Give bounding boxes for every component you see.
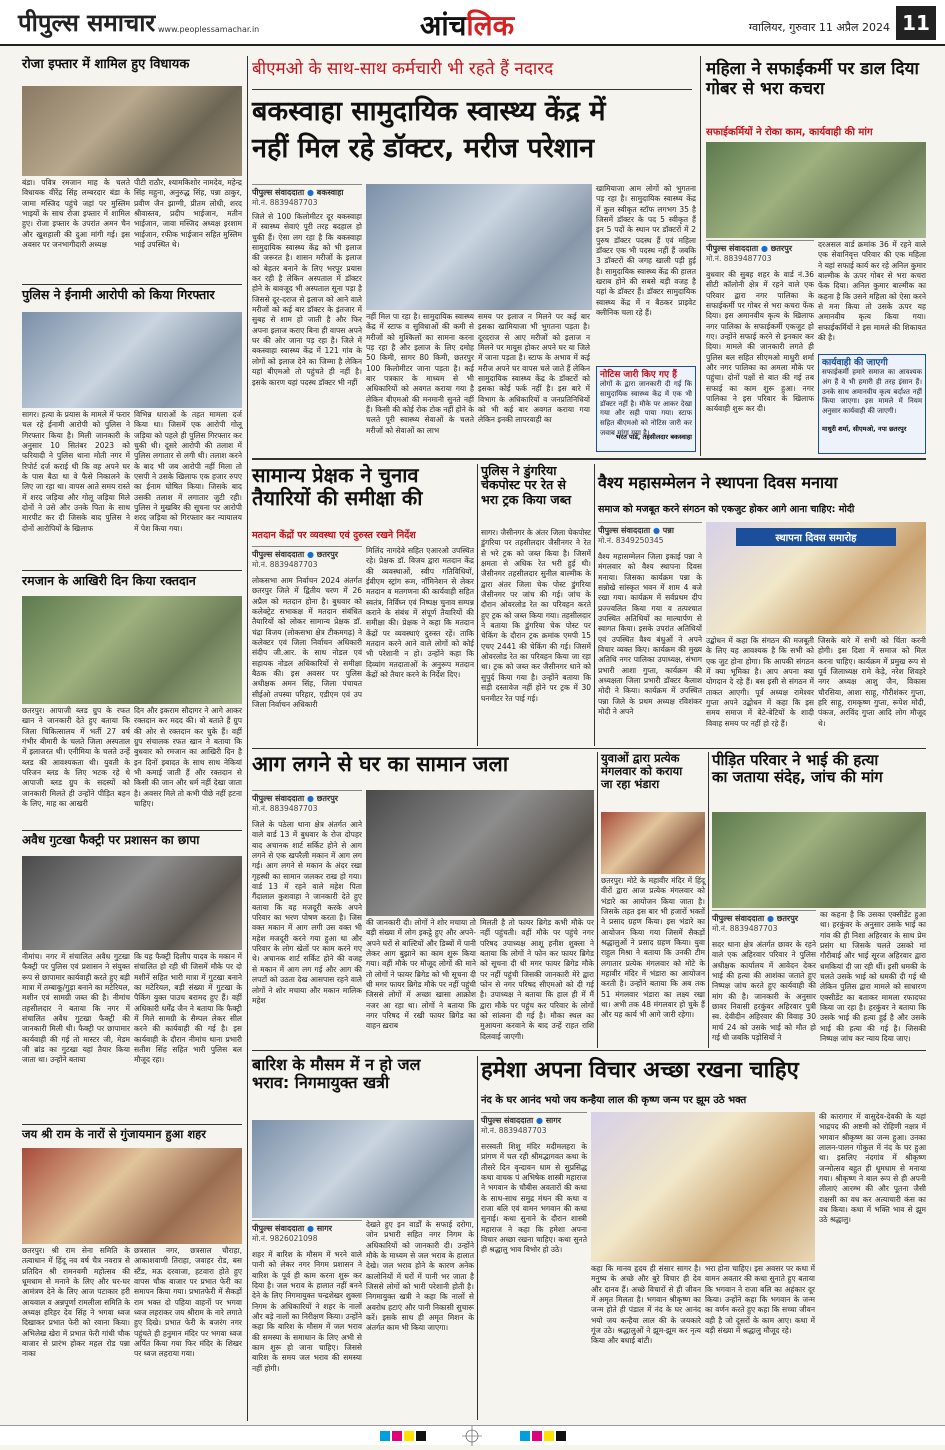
b2-mobile: मो.नं. 8839487703	[252, 560, 318, 569]
b9-place: सागर	[545, 1116, 562, 1125]
b2-place: छतरपुर	[316, 550, 339, 559]
masthead	[0, 0, 945, 46]
b1-quote-box	[818, 354, 926, 454]
divider	[252, 1050, 926, 1051]
a4-text-col1: नीमांच। नगर में संचालित अवैध गुटखा फैक्ट्री पर पुलिस एवं प्रशासन ने संयुक्त रूप से छापामार कार्यवाही करते हुए बड़ी मात्रा में तम्बाकू/गुड़ा बनाने का मटेरियल, मशीन एवं सामग्री जब्त की है। नीमांच तहसीलदार ने बताया कि नगर में संचालित अवैध गुटखा फैक्ट्री की जानकारी मिली थी। फैक्ट्री पर छापामार कार्यवाही की गई तो मास्टर जी, मेडम जी ब्रांड का गुटखा यहां तैयार किया जाता था। उन्होंने बताया	[22, 952, 130, 1065]
b1-place: छतरपुर	[770, 244, 793, 253]
color-registration-marks	[0, 1426, 945, 1446]
b2-text-col2: मिलिंद नागदेवे सहित एआरओ उपस्थित रहे। प्रेक्षक डॉ. विजय द्वारा मतदान केंद्र की व्यवस्थाओं, स्वीप गतिविधियों, ईवीएम स्ट्रांग रूम, नॉमिनेशन से लेकर मतदान व मतगणना की कार्यवाही सहित स्वतंत्र, निर्विघ्न एवं निष्पक्ष चुनाव सम्पन्न कराने के संबंध में संपूर्ण तैयारियों की समीक्षा की। प्रेक्षक ने कहा कि मतदान केंद्रों पर व्यवस्थाएं दुरुस्त रहें। ताकि मतदान करने आने वाले लोगों को कोई भी परेशानी न हो। उन्होंने कहा कि दिव्यांग मतदाताओं के अनुरूप मतदान केंद्रों को तैयार करने के निर्देश दिए।	[366, 546, 474, 680]
b3-headline-line3: भरा ट्रक किया जब्त	[481, 491, 572, 507]
b3-headline-line1: पुलिस ने डुंगरिया	[481, 463, 557, 478]
b6-text: छतरपुर। मोटे के महावीर मंदिर में हिंदू वीरों द्वारा आज प्रत्येक मंगलवार को भंडारे का आयोजन किया जाता है। जिसके तहत इस बार भी हजारों भक्तों ने प्रसाद ग्रहण किया। इस भंडारे का आयोजन किया गया जिसमें सैकड़ों श्रद्धालुओं ने प्रसाद ग्रहण किया। युवा राहुल मिश्रा ने बताया कि उनकी टीम लगातार प्रत्येक मंगलवार को मोटे के महावीर मंदिर में भंडारा का आयोजन करती है। उन्होंने बताया कि अब तक 51 मंगलवार भंडारा का लक्ष्य रखा था। अभी तक 48 मंगलवार हो चुके हैं और यह कार्य भी आगे जारी रहेगा।	[601, 876, 705, 1020]
b1-quote-text: सफाईकर्मी हमारे समाज का आवश्यक अंग हैं वे भी हमारी ही तरह इंसान हैं। उनके साथ अमानवीय कृत्य बर्दाश्त नहीं किया जाएगा। इस मामले में नियम अनुसार कार्यवाही की जाएगी।	[822, 368, 922, 415]
section-title-b: लिक	[466, 9, 515, 42]
b1-deck: सफाईकर्मियों ने रोका काम, कार्यवाही की मांग	[706, 127, 873, 138]
b9-photo	[591, 1112, 815, 1262]
column-rule	[477, 464, 478, 746]
a1-title-box	[22, 58, 242, 82]
b1-mobile: मो.नं. 8839487703	[706, 254, 772, 263]
a1-headline: रोजा इफ्तार में शामिल हुए विधायक	[22, 57, 190, 72]
section-title-a: आंच	[420, 9, 467, 42]
a3-text-col1: छतरपुर। आपाजी ब्लड ग्रुप के रफत खान ने जानकारी देते हुए बताया कि जिला चिकित्सालय में भर्ती 27 वर्ष गंभीर बीमारी के चलते जिला अस्पताल में इलाजरत थी। एनीमिया के चलते उन्हें ब्लड की आवश्यकता थी। युवती के परिजन ब्लड के लिए भटक रहे थे आपाजी ब्लड ग्रुप के सदस्यों को जानकारी मिलते ही उन्होंने पीड़ित बहन के लिए, माह का आखरी	[22, 706, 130, 809]
b8-text-col1: शहर में बारिश के मौसम में भरने वाले पानी को लेकर नगर निगम प्रशासन ने बारिश के पूर्व ही काम करना शुरू कर दिया है। जल भराव के हालात नहीं बनने देने के लिए निगमायुक्त चन्द्रशेखर शुक्ला निगम के अधिकारियों ने शहर के नालों और बड़े नालों का निरीक्षण किया। उन्होंने कहा कि बारिश के मौसम में जल भराव की समस्या के समाधान के लिए अभी से काम शुरू हो जाना चाहिए। जिससे बारिश के समय जल भराव की समस्या नहीं होगी।	[252, 1250, 362, 1373]
b4-text-col3: जिसके बारे में सभी को चिंता करनी होगी। इस दिशा में समाज को मिल करना चाहिए। कार्यक्रम में प्रमुख रूप से पूर्व जिलाध्यक्ष रामे केड़े, नरेश शिवहरे नगर अध्यक्ष आशु जैन, विकास चौरसिया, आशा साहू, गौरीशंकर गुप्ता, हरि साहू, रामकृष्ण गुप्ता, रूपेश मोदी, पंकज, अरविंद गुप्ता आदि लोग मौजूद थे।	[818, 636, 926, 728]
b8-photo	[252, 1120, 474, 1218]
a5-headline: जय श्री राम के नारों से गुंजायमान हुआ शहर	[22, 1127, 206, 1141]
a4-text-col2: कि यह फैक्ट्री दिलीप यादव के मकान में संचालित हो रही थी जिसमें मौके पर दो मशीनें सहित भारी मात्रा में गुटखा बनाने का मटेरियल, बड़ी संख्या में गुटखा के पैकिंग युक्त पाउच बरामद हुए हैं। वहीं अधिकारी धर्मेंद्र जैन ने बताया कि फैक्ट्री में मिले सामग्री के सैम्पल लेकर सील करने की कार्यवाही की गई है। इस कार्यवाही के दौरान नीमांच थाना प्रभारी सतीश सिंह सहित भारी पुलिस बल मौजूद रहा।	[134, 952, 242, 1065]
b9-headline: हमेशा अपना विचार अच्छा रखना चाहिए	[481, 1058, 799, 1083]
column-rule	[700, 56, 701, 456]
a4-headline: अवैध गुटखा फैक्ट्री पर प्रशासन का छापा	[22, 833, 200, 847]
divider	[22, 284, 242, 285]
b6-title-box	[601, 752, 705, 810]
registration-strip	[0, 1425, 945, 1445]
b6-headline-line3: जा रहा भंडारा	[601, 777, 660, 792]
reporter-label: पीपुल्स संवाददाता	[252, 550, 305, 559]
b2-byline	[252, 546, 362, 574]
reporter-label: पीपुल्स संवाददाता	[712, 914, 765, 923]
b3-text: सागर। जैसीनगर के अंतर जिला चेकपोस्ट डुंगरिया पर तहसीलदार जैसीनगर ने रेत से भरे ट्रक को जब्त किया है। जिसमें क्षमता से अधिक रेत भरी हुई थी। जैसीनगर तहसीलदार सुनील बाल्मीक के द्वारा अंतर जिला चेक पोस्ट डुंगरिया जैसीनगर पर जांच की गई। जांच के दौरान ओवरलोड रेत का परिवहन करते हुए ट्रक को जब्त किया गया। तहसीलदार ने बताया कि डुंगरिया चेक पोस्ट पर चेकिंग के दौरान ट्रक क्रमांक एमपी 15 एचए 2441 की चेकिंग की गई। जिसमें ओवरलोड रेत का परिवहन किया जा रहा था। ट्रक को जब्त कर जैसीनगर थाने को सुपुर्द किया गया है। उन्होंने बताया कि सड़ी दस्तावेज नहीं होने पर ट्रक में 30 घनमीटर रेत पाई गई।	[481, 528, 591, 703]
column-rule	[597, 752, 598, 1048]
a5-title-box	[22, 1128, 242, 1148]
b9-text-col2: कहा कि मानव हृदय ही संसार सागर है। मनुष्य के अच्छे और बुरे विचार ही देव और दानव हैं। अच्छे विचारों से ही जीवन में अमृत मिलता है। भगवान श्रीकृष्ण का जन्म होते ही पंडाल में नंद के घर आनंद भयो जय कन्हैया लाल की के जयकारे गूंज उठे। श्रद्धालुओं ने झूम-झूम कर नृत्य किया और बधाई बांटी।	[591, 1264, 701, 1346]
reporter-label: पीपुल्स संवाददाता	[481, 1116, 534, 1125]
reporter-label: पीपुल्स संवाददाता	[252, 794, 305, 803]
b3-headline-line2: चेकपोस्ट पर रेत से	[481, 477, 566, 493]
lead-note-sign: भरत पांडे, तहसीलदार बकस्वाहा	[615, 433, 692, 442]
b1-photo	[706, 142, 926, 238]
column-rule	[247, 56, 248, 1421]
a2-text-col2: विभिन्न धाराओं के तहत मामला दर्ज किया था। जिसमें एक आरोपी गोलू जड़िया को पहले ही पुलिस गिरफ्तार कर चुकी थी। दूसरे आरोपी की तलाश में पुलिस लगातार से लगी थी। तलाश करने के बाद भी जब आरोपी नहीं मिला तो एसपी ने उसके खिलाफ एक हजार रुपए का ईनाम घोषित किया। जिसके बाद उसकी तलाश में लगातार जुटी रही। पुलिस ने मुखबिर की सूचना पर आरोपी शरद जड़िया को गिरफ्तार कर न्यायालय में पेश किया गया।	[134, 410, 242, 533]
lead-text-col4: खामियाजा आम लोगों को भुगतना पड़ रहा है। सामुदायिक स्वास्थ्य केंद्र में कुल स्वीकृत स्टॉफ लगभग 35 है जिसमें डॉक्टर के पद 5 स्वीकृत हैं इन 5 पदों के स्थान पर डॉक्टरों में 2 पुरुष डॉक्टर पदस्थ हैं एवं महिला डॉक्टर एक भी पदस्थ नहीं हैं जबकि 3 डॉक्टरों की जगह खाली पड़ी हुई है। सामुदायिक स्वास्थ्य केंद्र की हालत खराब होने की सबसे बड़ी वजह है यहां के डॉक्टर हैं। डॉक्टर सामुदायिक स्वास्थ्य केंद्र में न बैठकर प्राइवेट क्लीनिक चला रहे हैं।	[596, 184, 696, 318]
a4-photo	[22, 856, 242, 950]
b7-place: छतरपुर	[776, 914, 799, 923]
website-url[interactable]: www.peoplessamachar.in	[158, 25, 260, 34]
b1-quote-title: कार्यवाही की जाएगी	[822, 358, 888, 368]
a3-photo	[22, 596, 242, 704]
lead-kicker-box	[252, 60, 692, 90]
a4-title-box	[22, 834, 242, 856]
reporter-label: पीपुल्स संवाददाता	[706, 244, 759, 253]
a5-text-col2: छत्रसाल नगर, छत्रसाल चौराहा, आकाशवाणी तिराहा, जवाहर रोड, बस स्टैंड, मऊ दरवाजा, हटवारा होते हुए वापस चौक बाजार पर प्रभात फेरी का समापन किया गया। प्रभातफेरी में सैकड़ों राम भक्त दो पहिया वाहनों पर भगवा ध्वज लहराकर जय श्रीराम के नारे लगाते हुए दिखे। प्रभात फेरी के बजरंग नगर पहुंचते ही हनुमान मंदिर पर भगवा ध्वज अर्पित किया गया फिर मंदिर के शिखर पर ध्वज लहराया गया।	[134, 1246, 242, 1359]
b1-text-col1: बुधवार की सुबह शहर के वार्ड नं.36 सीटी कॉलोनी क्षेत्र में रहने वाले एक परिवार द्वारा नगर पालिका के सफाईकर्मी पर गोबर से भरा कचरा फेंक दिया। इस अमानवीय कृत्य के खिलाफ नगर पालिका के सफाईकर्मी एकजुट हो गए। उन्होंने सफाई करने से इनकार कर दिया। मामले की जानकारी लगते ही पुलिस बल सहित सीएमओ माधुरी शर्मा और नगर पालिका का अमला मौके पर पहुंचा। दोनों पक्षों से बात की गई तब सफाई का काम शुरू हुआ। नगर पालिका ने इस परिवार के खिलाफ कार्यवाही शुरू कर दी।	[706, 270, 814, 414]
b4-headline: वैश्य महासम्मेलन ने स्थापना दिवस मनाया	[598, 473, 838, 492]
b8-mobile: मो.नं. 9826021098	[252, 1234, 318, 1243]
place-dot-icon: ●	[652, 526, 660, 535]
b7-text-col1: सदर थाना क्षेत्र अंतर्गत छावर के रहने वाले एक अहिरवार परिवार ने पुलिस अधीक्षक कार्यालय में आवेदन देकर भाई की हत्या की आशंका जताते हुए निष्पक्ष जांच करते हुए कार्यवाही की मांग की है। जानकारी के अनुसार छावर निवासी हरकुंवर अहिरवार पुत्री स्व. देवीदीन अहिरवार की विवाह 30 मार्च 24 को उसके भाई को मौत हो गई थी जबकि पड़ोसियों ने	[712, 940, 816, 1043]
lead-mobile: मो.नं. 8839487703	[252, 198, 318, 207]
a5-photo	[22, 1148, 242, 1244]
b5-byline	[252, 790, 362, 818]
b4-mobile: मो.नं. 8349250345	[598, 536, 664, 545]
b7-mobile: मो.नं. 8839487703	[712, 924, 778, 933]
b1-byline	[706, 240, 814, 268]
b4-photo	[706, 522, 926, 634]
a3-title-box	[22, 574, 242, 596]
b7-headline-line2: का जताया संदेह, जांच की मांग	[712, 768, 883, 787]
place-dot-icon: ●	[766, 914, 774, 923]
lead-headline-line2: नहीं मिल रहे डॉक्टर, मरीज परेशान	[252, 133, 595, 165]
a1-text-col1: बंडा। पवित्र रमजान माह के चलते विधायक वीरेंद्र सिंह लम्बरदार बंडा के जामा मस्जिद पहुंचे जहां पर मुस्लिम भाइयों के साथ रोजा इफ्तार में शामिल हुए। रोजा इफ्तार के उपरांत अमन चैन और खुशहाली की दुआ मांगी गई। इस अवसर पर जनभागीदारी अध्यक्ष	[22, 178, 130, 250]
lead-text-col1: जिले से 100 किलोमीटर दूर बकस्वाहा में स्वास्थ्य सेवाएं पूरी तरह बदहाल हो चुकी हैं। ऐसा लग रहा है कि बकस्वाहा सामुदायिक स्वास्थ्य केंद्र को भी इलाज की जरूरत है। शासन मरीजों के इलाज को बेहतर बनाने के लिए भरपूर प्रयास कर रही है लेकिन अस्पताल में डॉक्टर होने के बावजूद भी अस्पताल सूना पड़ा है जिससे दूर-दराज से इलाज को आने वाले मरीजों को कई बार डॉक्टर के इंतजार में सुबह से शाम हो जाती है और फिर अपना इलाज कराए बिना ही वापस अपने घर की ओर जाना पड़ रहा है। जिले में बकस्वाहा स्वास्थ्य केंद्र में 121 गांव के लोगों को इलाज देने का जिम्मा है लेकिन यहां बीएमओ तो पहुंचते ही नहीं है। इसके कारण यहां पदस्थ डॉक्टर भी नहीं	[252, 212, 362, 387]
issue-date: ग्वालियर, गुरुवार 11 अप्रैल 2024	[748, 21, 890, 34]
a2-photo	[22, 312, 242, 408]
lead-photo	[366, 184, 592, 310]
place-dot-icon: ●	[535, 1116, 543, 1125]
a2-title-box	[22, 288, 242, 312]
lead-note-box	[596, 366, 696, 452]
b5-mobile: मो.नं. 8839487703	[252, 804, 318, 813]
b1-text-col2: दरअसल वार्ड क्रमांक 36 में रहने वाले एक सेवानिवृत्त परिवार की एक महिला ने यहां सफाई कार्य कर रहे अनिल कुमार बाल्मीक के ऊपर गोबर से भरा कचरा फेंक दिया। अनिल कुमार बाल्मीक का कहना है कि उसने महिला को ऐसा करने से मना किया तो उसके ऊपर यह अमानवीय कृत्य किया गया। सफाईकर्मियों ने इस मामले की शिकायत की है।	[818, 240, 926, 343]
b5-place: छतरपुर	[316, 794, 339, 803]
b5-title-box	[252, 752, 594, 784]
b9-text-col4: की कारागार में वासुदेव-देवकी के यहां भाद्रपद की अष्टमी को रोहिणी नक्षत्र में भगवान श्रीकृष्ण का जन्म हुआ। उनका लालन-पालन गोकुल में नंद के घर हुआ था। इसलिए नंदगांव में श्रीकृष्ण जन्मोत्सव बहुत ही धूमधाम से मनाया गया। श्रीकृष्ण ने बाल रूप से ही अपनी लीलाएं आरम्भ की और पूतना जैसी राक्षसी का वध कर अत्याचारी कंस का वध किया। कथा में भक्ति भाव से झूम उठे श्रद्धालु।	[819, 1112, 926, 1225]
lead-note-text: लोगों के द्वारा जानकारी दी गई कि सामुदायिक स्वास्थ्य केंद्र में एक भी डॉक्टर नहीं है। मौके पर आकर देखा गया और सही पाया गया। स्टाफ सहित बीएमओ को नोटिस जारी कर जवाब मांगा गया है।	[600, 380, 692, 437]
b4-banner: स्थापना दिवस समारोह	[736, 528, 896, 546]
b7-photo	[712, 812, 926, 908]
b4-text-col1: वैश्य महासम्मेलन जिला इकाई पन्ना ने मंगलवार को वैश्य स्थापना दिवस मनाया। जिसका कार्यक्रम पन्ना के सन्नोखे सांस्कृत भवन में शाम 4 बजे रखा गया। कार्यक्रम में सर्वप्रथम दीप प्रज्ज्वलित किया गया व तत्पश्चात उपस्थित अतिथियों का माल्यार्पण से स्वागत किया। इसके उपरांत अतिथियों एवं उपस्थित वैश्य बंधुओं ने अपने विचार व्यक्त किए। कार्यक्रम की मुख्य अतिथि नगर पालिका उपाध्यक्ष, संभाग प्रभारी आशा गुप्ता, कार्यक्रम की अध्यक्षता जिला प्रभारी डॉक्टर कैलाश मोदी ने किया। कार्यक्रम में उपस्थित पन्ना जिले के प्रथम अध्यक्ष रविशंकर मोदी ने अपने	[598, 552, 702, 717]
reporter-label: पीपुल्स संवाददाता	[252, 1224, 305, 1233]
b8-text-col2: देखते हुए इन वार्डों के सफाई दरोगा, जोन प्रभारी सहित नगर निगम के अधिकारियों को जानकारी दी। उन्होंने मौके के माध्यम से जल भराव के हालात देखे। जल भराव होने के कारण अनेक कालोनियों में घरों में पानी भर जाता है जिससे लोगों को भारी परेशानी होती है। निगमायुक्त खत्री ने कहा कि नालों से अवरोध हटाएं और पानी निकासी सुचारू करें। इसके साथ ही अमृत मिशन के अंतर्गत काम भी किया जाएगा।	[366, 1220, 474, 1333]
divider	[22, 830, 242, 831]
b2-headline-line1: सामान्य प्रेक्षक ने चुनाव	[252, 463, 419, 487]
b8-byline	[252, 1220, 362, 1248]
b7-text-col2: का कहना है कि उसका एक्सीडेंट हुआ था। हरकुंवर के अनुसार उसके भाई का गांव की ही निशा अहिरवार के साथ प्रेम प्रसंग था जिसके चलते उसको मां गौरीबाई और भाई सूरज अहिरवार द्वारा धमकियां दी जा रही थीं। इसी धमकी के चलते उसके भाई को धमकी दी गई थी लेकिन पुलिस द्वारा मामले को साधारण एक्सीडेंट का बताकर मामला रफादफा किया जा रहा है। हरकुंवर ने बताया कि उसके भाई की हत्या हुई है और उसके भाई की हत्या की गई है। जिसकी निष्पक्ष जांच कर न्याय दिया जाए।	[820, 910, 926, 1044]
column-rule	[594, 464, 595, 746]
b4-place: पन्ना	[662, 526, 674, 535]
a5-text-col1: छतरपुर। श्री राम सेना समिति के तत्वाधान में हिंदू नव वर्ष चैत्र नवरात्र से प्रतिदिन श्री रामनवमी महोत्सव की धूमधाम से मनाने के लिए और घर-घर आमंत्रण देने के लिए आज पटाकार हरी आयवाल व अन्नपूर्णा रामलीला समिति के अध्यक्ष हरिहर देव सिंह ने भगवा ध्वज दिखाकर प्रभात फेरी को रवाना किया। अभिलेख खेरा में प्रभात फेरी गांधी चौक बाजार से प्रारंभ होकर महल रोड पन्ना नाका	[22, 1246, 130, 1359]
lead-title-box	[252, 96, 698, 178]
divider	[252, 458, 926, 460]
place-dot-icon: ●	[306, 550, 314, 559]
a2-headline: पुलिस ने ईनामी आरोपी को किया गिरफ्तार	[22, 287, 215, 302]
lead-headline-line1: बकस्वाहा सामुदायिक स्वास्थ्य केंद्र में	[252, 96, 606, 127]
a2-text-col1: सागर। हत्या के प्रयास के मामले में फरार चल रहे ईनामी आरोपी को पुलिस ने गिरफ्तार किया है। मिली जानकारी के अनुसार 10 सितंबर 2023 को फरियादी ने पुलिस थाना मोती नगर में रिपोर्ट दर्ज कराई थी कि वह अपने घर के पास बैठा था वे फैसे निकालने के लिए जा रहा था। वापस आते समय रास्ते में शरद जड़िया और गोलू जड़िया मिले दोनों ने उसे और उनके पिता के साथ मारपीट कर दी जिसके बाद पुलिस ने दोनों आरोपियों के खिलाफ	[22, 410, 130, 533]
b2-headline-line2: तैयारियों की समीक्षा की	[252, 486, 423, 510]
a1-photo	[22, 86, 242, 176]
b1-title-box	[706, 60, 926, 124]
divider	[22, 1124, 242, 1125]
reporter-label: पीपुल्स संवाददाता	[598, 526, 651, 535]
b4-deck: समाज को मजबूत करने संगठन को एकजुट होकर आगे आना चाहिए: मोदी	[598, 504, 855, 515]
b6-photo	[601, 812, 705, 874]
b2-deck: मतदान केंद्रों पर व्यवस्था एवं दुरुस्त रखने निर्देश	[252, 530, 416, 541]
reporter-label: पीपुल्स संवाददाता	[252, 188, 305, 197]
b8-headline-line1: बारिश के मौसम में न हो जल	[252, 1055, 421, 1074]
b4-byline	[598, 522, 702, 550]
b9-title-box	[481, 1058, 926, 1090]
place-dot-icon: ●	[306, 1224, 314, 1233]
b7-title-box	[712, 752, 926, 810]
b2-text-col1: लोकसभा आम निर्वाचन 2024 अंतर्गत छतरपुर जिले में द्वितीय चरण में 26 अप्रैल को मतदान होना है। बुधवार को कलेक्ट्रेट सभाकक्ष में मतदान संबंधित तैयारियों को लोकर सामान्य प्रेक्षक डॉ. चंद्रा विजय (लोकसभा क्षेत्र टीकमगढ़) ने कलेक्टर एवं जिला निर्वाचन अधिकारी संदीप जी.आर. के साथ नोडल एवं सहायक नोडल अधिकारियों से समीक्षा बैठक की। इस अवसर पर पुलिस अधीक्षक अमन सिंह, जिला पंचायत सीईओ तपस्या परिहार, एडीएम एवं उप जिला निर्वाचन अधिकारी	[252, 576, 362, 710]
b5-text-col2: की जानकारी दी। लोगों ने शोर मचाया तो बड़ी संख्या में लोग इकट्ठे हुए और अपने-अपने घरों से बाल्टियों और डिब्बों में पानी लेकर आग बुझाने का काम शुरू किया गया। वहीं मौके पर मौजूद लोगों की माने तो लोगों ने फायर ब्रिगेड को भी सूचना दी थी मगर फायर ब्रिगेड मौके पर नहीं पहुंची जिससे लोगों में अच्छा खासा आक्रोश नजर आ रहा था। लोगों ने बताया कि नगर परिषद में रखी फायर ब्रिगेड का वाहन ख़राब	[366, 918, 476, 1031]
place-dot-icon: ●	[306, 794, 314, 803]
column-rule	[708, 752, 709, 1048]
a1-text-col2: पीटी राठौर, श्यामकिशोर नामदेव, महेन्द्र सिंह महुना, अनुरुद्ध सिंह, पन्ना ठाकुर, प्रवीण जैन झाग्गी, प्रीतम लोधी, शरद श्रीवास्तव, प्रदीप भाईजान, मतीन भाईजान, जावा मस्जिद अध्यक्ष इरशाम भाईजान, रफीक भाईजान सहित मुस्लिम भाई उपस्थित थे।	[134, 178, 242, 250]
section-title	[420, 6, 550, 40]
b5-photo	[366, 790, 594, 916]
divider	[22, 570, 242, 571]
b5-text-col1: जिले के पठेला थाना क्षेत्र अंतर्गत आने वाले वार्ड 13 में बुधवार के रोज दोपहर बाद अचानक शार्ट सर्किट होने से आग लगने से एक खपरैली मकान में आग लग गई। आग लगने से मकान के अंदर रखा गृहस्थी का सामान जलकर राख हो गया। वार्ड 13 में रहने वाले महेश पिता गैंदालाल कुशवाहा ने जानकारी देते हुए बताया कि वह मजदूरी करके अपने परिवार का भरण पोषण करता है। जिस वक्त मकान में आग लगी उस वक्त भी महेश मजदूरी करने गया हुआ था और परिवार के लोग खेतों पर काम करने गए थे। अचानक शार्ट सर्किट होने की वजह से मकान में आग लग गई और आग की लपटों को उठता देख आसपास रहने वाले लोगों ने शोर मचाया और मकान मालिक महेश	[252, 820, 362, 1005]
b8-place: सागर	[316, 1224, 333, 1233]
b2-title-box	[252, 464, 474, 528]
column-rule	[477, 1056, 478, 1420]
b5-text-col3: मिलती है तो फायर ब्रिगेड कभी मौके पर नहीं पहुंचती। वहीं मौके पर पहुंचे नगर परिषद उपाध्यक्ष आशू हनीश शुक्ला ने बताया कि लोगों ने फोन कर फायर ब्रिगेड को सूचना दी थी मगर फायर ब्रिगेड मौके पर नहीं पहुंची जिसकी जानकारी मेरे द्वारा फोन से नगर परिषद सीएमओ को दी गई है। उपाध्यक्ष ने बताया कि हाल ही में मैं द्वारा मौके पर पहुंच कर परिवार के लोगों को सांत्वना दी गई है। मौका स्थल का मुआयना करवाने के बाद उन्हें राहत राशि दिलवाई जाएगी।	[480, 918, 594, 1041]
b1-headline: महिला ने सफाईकर्मी पर डाल दिया गोबर से भरा कचरा	[706, 59, 919, 99]
b4-title-box	[598, 474, 926, 500]
b3-title-box	[481, 464, 591, 526]
b9-deck: नंद के घर आनंद भयो जय कन्हैया लाल की कृष्ण जन्म पर झूम उठे भक्त	[481, 1095, 747, 1106]
b6-headline-line1: युवाओं द्वारा प्रत्येक	[601, 751, 680, 765]
b8-headline-line2: भराव: निगमायुक्त खत्री	[252, 1073, 390, 1093]
place-dot-icon: ●	[306, 188, 314, 197]
b9-mobile: मो.नं. 8839487703	[481, 1126, 547, 1135]
b4-text-col2: उद्बोधन में कहा कि संगठन की मजबूती के लिए यह आवश्यक है कि सभी को एक जुट होना होगा। कि आपकी संगठन में क्या भूमिका है। आप अपना क्या योगदान दे रहे हैं। बस इसी से संगठन में ताकत आएगी। पूर्व अध्यक्ष रामेश्वर गुप्ता अपने उद्बोधन में कहा कि इस समय समाज में बेटे-बेटियों के शादी विवाह समय पर नहीं हो रहे हैं।	[706, 636, 814, 728]
lead-kicker: बीएमओ के साथ-साथ कर्मचारी भी रहते हैं नदारद	[252, 59, 554, 79]
lead-place: बकस्वाहा	[316, 188, 344, 197]
lead-byline	[252, 184, 362, 208]
place-dot-icon: ●	[760, 244, 768, 253]
divider	[252, 748, 926, 749]
newspaper-logo: पीपुल्स समाचार	[18, 8, 156, 37]
b1-quote-sign: माधुरी शर्मा, सीएमओ, नपा छतरपुर	[822, 425, 907, 434]
lead-note-title: नोटिस जारी किए गए हैं	[600, 370, 677, 380]
a3-text-col2: दिन और इकराम सौदागर ने आगे आकर रक्तदान कर मदद की। वो बताते हैं ग्रुप की ओर से रक्तदान कर चुके हैं। वहीं ग्रुप संचालक रफत खान ने बताया कि बुधवार को रमजान का आखिरी दिन है इन दिनों इबादत के साथ साथ नेकियां भी कमाई जाती हैं और रक्तदान से किसी की जान और धर्म नहीं देखा जाता है। अवसर मिले तो कभी पीछे नहीं हटना चाहिए।	[134, 706, 242, 809]
b9-byline	[481, 1112, 587, 1140]
b6-headline-line2: मंगलवार को कराया	[601, 764, 683, 779]
a3-headline: रमजान के आखिरी दिन किया रक्तदान	[22, 573, 196, 588]
b9-text-col1: सरस्वती शिशु मंदिर मदीमलहरा के प्रांगण में चल रही श्रीमद्भागवत कथा के तीसरे दिन वृन्दावन धाम से सुप्रसिद्ध कथा वाचक पं अभिषेक शास्त्री महाराज ने भगवान के चौबीस अवतारों की कथा के साथ-साथ समुद्र मंथन की कथा व राजा बलि एवं वामन भगवान की कथा सुनाई। कथा सुनाने के दौरान शास्त्री महाराज ने कहा कि हमेशा अपना विचार अच्छा रखना चाहिए। कथा सुनते ही श्रद्धालु भाव विभोर हो उठे।	[481, 1142, 587, 1255]
b7-byline	[712, 910, 816, 938]
page-number: 11	[896, 6, 936, 40]
lead-text-col3: समय पर इलाज न मिलने पर कई बार इसका खामियाजा भी भुगतना पड़ता है। दूरदराज से आए मरीजों को इलाज न मिलने पर मायूस होकर अपने घर या जिले में जाना पड़ता है। स्टाफ के अभाव में कई मरीज अपने घर वापस चले जाते हैं लेकिन सामुदायिक स्वास्थ्य केंद्र के डॉक्टरों को इसका कोई फर्क नहीं है। इस बारे में विभाग के अधिकारियों व जनप्रतिनिधियों को भी कई बार अवगत कराया गया लेकिन इनकी लापरवाही का	[478, 312, 590, 425]
b7-headline-line1: पीड़ित परिवार ने भाई की हत्या	[712, 751, 879, 769]
b9-text-col3: भरा होना चाहिए। इस अवसर पर कथा में वामन अवतार की कथा सुनाते हुए बताया कि भगवान ने राजा बलि का अहंकार दूर किया। उन्होंने कहा कि भगवान के जन्म का वर्णन करते हुए कहा कि सच्चा जीवन वही है जो दूसरों के काम आए। कथा में बड़ी संख्या में श्रद्धालु मौजूद रहे।	[705, 1264, 815, 1336]
lead-text-col2: नहीं मिल पा रहा है। सामुदायिक स्वास्थ्य केंद्र में स्टाफ व सुविधाओं की कमी से मरीजों को मुश्किलों का सामना करना पड़ रहा है और इलाज के लिए दमोह 50 किमी, सागर 80 किमी, छतरपुर 100 किलोमीटर जाना पड़ता है। कई बार पत्रकार के माध्यम से भी अधिकारियों को अवगत कराया गया है लेकिन बीएमओ की मनमानी सुनते नहीं हैं। किसी की कोई रोक टोक नहीं होने के चलते पूरी स्वास्थ्य सेवाओं के चलते मरीजों को सेवाओं का लाभ	[366, 312, 474, 435]
b8-title-box	[252, 1056, 474, 1120]
b5-headline: आग लगने से घर का सामान जला	[252, 752, 509, 776]
